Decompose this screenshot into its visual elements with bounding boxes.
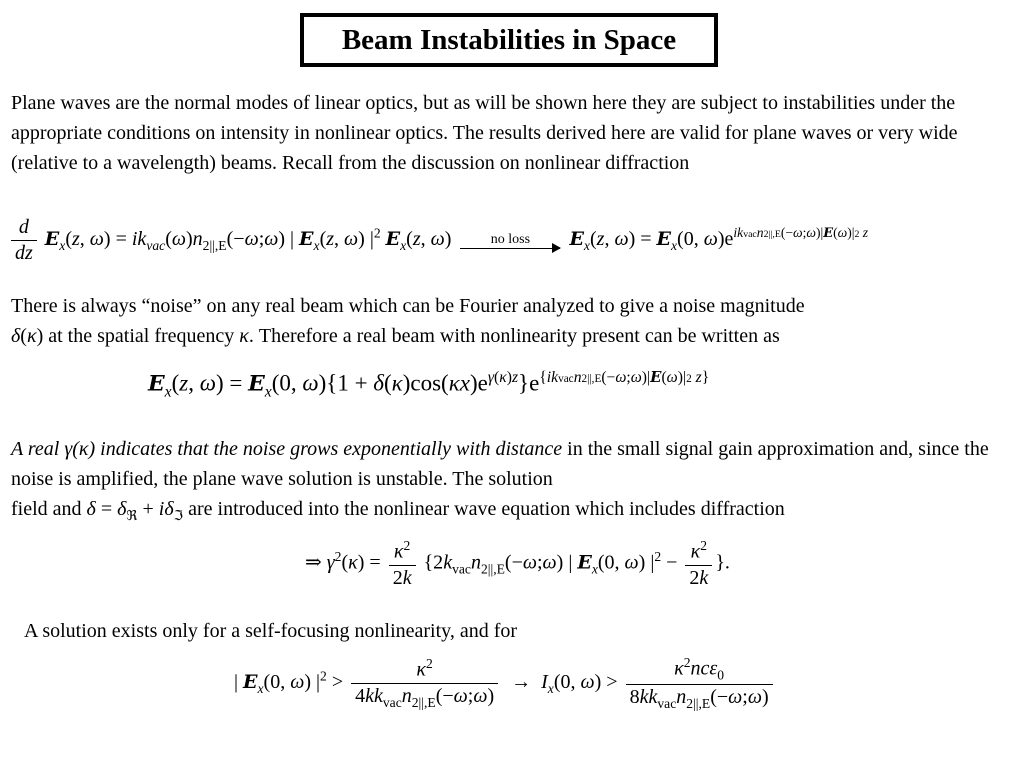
no-loss-label: no loss	[490, 232, 531, 247]
conclusion-paragraph: A solution exists only for a self-focusing nonlinearity, and for	[24, 620, 518, 642]
gain-text-3: in the small signal gain approximation and, since the noise is amplified, the plane wave solution is unstable. The solution	[11, 438, 989, 490]
equation-nonlinear-propagation: $\frac{d}{dz}$ $E_x(z$, $\omega) = ik_{vac}(\omega)n_{2||,E}(-\omega;\omega)$ | $E_x(z$, ω) $|^2$ $E_x(z$, ω) no loss $E_x(z$, $\omega) = E_x(0$, $\omega)e^{ikvacn2||,E(-\omega;\omega)|E(\omega)|2 z}$	[8, 216, 868, 265]
equation-noisy-beam: $E_x(z$, $\omega) = E_x(0$, $\omega)\{1 + \delta(\kappa)\cos(\kappa x)e^{\gamma(\kappa)z}\}e^{\{ikvacn2||,E(-\omega;\omega)|E(\omega)|2 z\}}$	[148, 368, 710, 401]
slide-title: Beam Instabilities in Space	[300, 13, 718, 67]
noise-text-3: . Therefore a real beam with nonlinearity present can be written as	[248, 325, 780, 347]
equation-growth-rate: ⇒ $\gamma^2(\kappa)$ = $\frac{\kappa^2}{2k}$ {$2k_{vac}n_{2||,E}(-\omega;\omega)$ | $E_x(0$, ω) $|^2$ − $\frac{\kappa^2}{2k}$ }.	[305, 538, 730, 589]
equation-threshold: | $E_x(0$, ω) $|^2$ > $\frac{\kappa^2}{4kk_{vac}n_{2||,E}(-\omega;\omega)}$ → $I_x(0$, ω) > $\frac{\kappa^2nc\varepsilon_0}{8kk_{vac}n_{2||,E}(-\omega;\omega)}$	[234, 655, 776, 712]
gain-paragraph: A real γ(κ) indicates that the noise grows exponentially with distance in the small signal gain approximation and, since the noise is amplified, the plane wave solution is unstable. The solution field and $\delta = \delta_ℜ + i\delta_ℑ$ are introduced into the nonlinear wave equation which includes diffraction	[11, 438, 989, 523]
noise-text-1: There is always “noise” on any real beam which can be Fourier analyzed to give a noise magnitude	[11, 295, 805, 317]
noise-text-2: at the spatial frequency	[48, 325, 235, 347]
gain-text-5: are introduced into the nonlinear wave equation which includes diffraction	[188, 498, 785, 520]
delta-kappa-symbol: δ(κ)	[11, 325, 44, 347]
intro-paragraph: Plane waves are the normal modes of linear optics, but as will be shown here they are subject to instabilities under the appropriate conditions on intensity in nonlinear optics. The results derived here are valid for plane waves or very wide (relative to a wavelength) beams. Recall from the discussion on nonlinear diffraction	[11, 92, 958, 174]
noise-paragraph: There is always “noise” on any real beam which can be Fourier analyzed to give a noise magnitude δ(κ) at the spatial frequency κ. Therefore a real beam with nonlinearity present can be written as	[11, 295, 805, 347]
gain-text-2: indicates that the noise grows exponentially with distance	[100, 438, 563, 460]
delta-decomposition: $\delta = \delta_ℜ + i\delta_ℑ$	[86, 498, 184, 523]
gain-text-4: field and	[11, 498, 82, 520]
gain-text-1: A real	[11, 438, 60, 460]
